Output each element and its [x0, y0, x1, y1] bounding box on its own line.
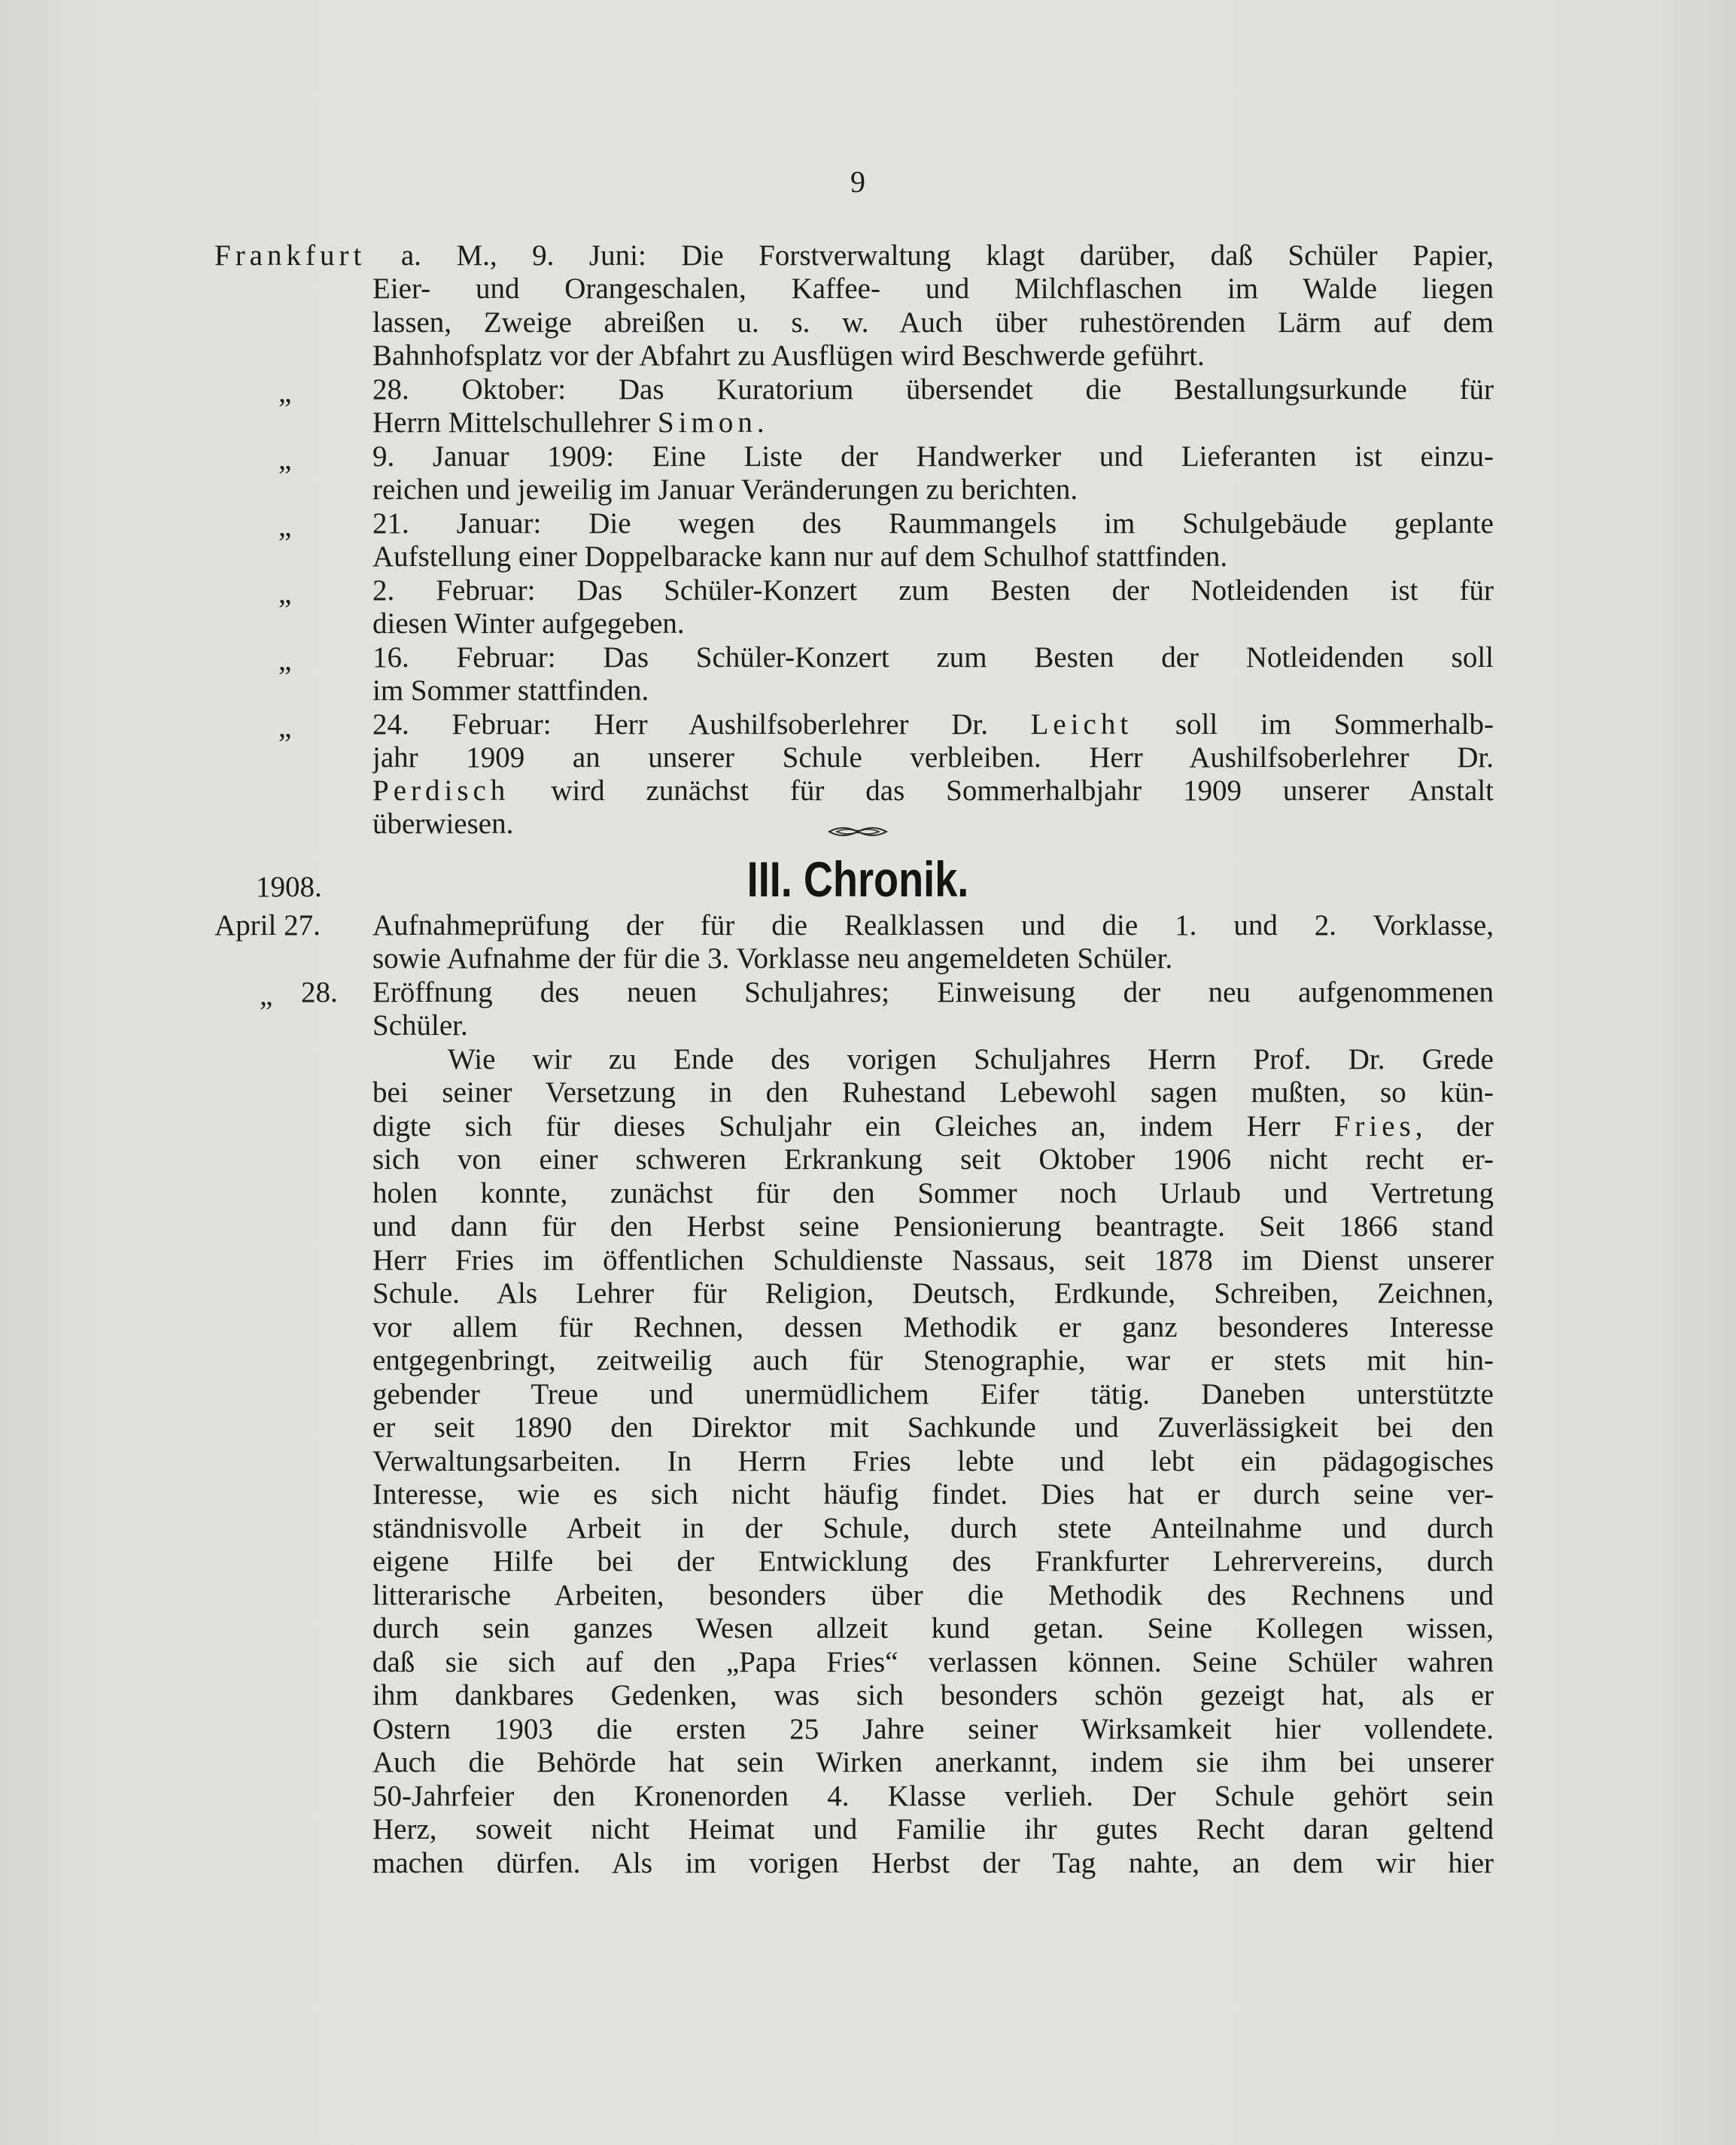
person-name: Simon: [658, 406, 757, 439]
person-name: Perdisch: [372, 774, 510, 807]
paragraph-line: Interesse, wie es sich nicht häufig findet. Dies hat er durch seine ver-: [372, 1478, 1494, 1511]
entry-5-line-2: diesen Winter aufgegeben.: [372, 607, 685, 640]
paragraph-line: digte sich für dieses Schuljahr ein Gleiches an, indem Herr Fries, der: [372, 1110, 1494, 1142]
entry-3-line-2: reichen und jeweilig im Januar Veränderungen zu berichten.: [372, 473, 1078, 506]
paragraph-line: und dann für den Herbst seine Pensionierung beantragte. Seit 1866 stand: [372, 1210, 1494, 1243]
paragraph-line: eigene Hilfe bei der Entwicklung des Frankfurter Lehrervereins, durch: [372, 1545, 1494, 1578]
place-name: Frankfurt: [214, 239, 366, 272]
paragraph-line: holen konnte, zunächst für den Sommer noch Urlaub und Vertretung: [372, 1177, 1494, 1209]
entry-2-line-1: 28. Oktober: Das Kuratorium übersendet die Bestallungsurkunde für: [372, 373, 1494, 406]
paragraph-line: 50-Jahrfeier den Kronenorden 4. Klasse verlieh. Der Schule gehört sein: [372, 1780, 1494, 1812]
chronicle-2-line-2: Schüler.: [372, 1009, 468, 1042]
chronicle-1-line-2: sowie Aufnahme der für die 3. Vorklasse neu angemeldeten Schüler.: [372, 942, 1173, 975]
paragraph-line: ständnisvolle Arbeit in der Schule, durch stete Anteilnahme und durch: [372, 1512, 1494, 1544]
paragraph-line: Herz, soweit nicht Heimat und Familie ihr gutes Recht daran geltend: [372, 1813, 1494, 1845]
ditto-mark: „: [278, 376, 292, 409]
entry-1-line-1: Frankfurt a. M., 9. Juni: Die Forstverwaltung klagt darüber, daß Schüler Papier,: [214, 239, 1494, 272]
entry-6-line-2: im Sommer stattfinden.: [372, 674, 649, 707]
paragraph-line: ihm dankbares Gedenken, was sich besonders schön gezeigt hat, als er: [372, 1679, 1494, 1711]
entry-3-line-1: 9. Januar 1909: Eine Liste der Handwerker und Lieferanten ist einzu-: [372, 440, 1494, 473]
entry-1-line-3: lassen, Zweige abreißen u. s. w. Auch über ruhestörenden Lärm auf dem: [372, 306, 1494, 339]
chronicle-1-line-1: Aufnahmeprüfung der für die Realklassen und die 1. und 2. Vorklasse,: [372, 909, 1494, 942]
ditto-mark: „: [260, 979, 273, 1012]
entry-4-line-1: 21. Januar: Die wegen des Raummangels im Schulgebäude geplante: [372, 507, 1494, 540]
paragraph-line: vor allem für Rechnen, dessen Methodik er ganz besonderes Interesse: [372, 1311, 1494, 1343]
ornament-divider-icon: [828, 823, 888, 841]
bleed-through-text: [226, 286, 233, 315]
year-label: 1908.: [256, 871, 322, 903]
entry-7-line-4: überwiesen.: [372, 808, 514, 840]
entry-7-line-2: jahr 1909 an unserer Schule verbleiben. Herr Aushilfsoberlehrer Dr.: [372, 741, 1494, 774]
entry-7-line-1: 24. Februar: Herr Aushilfsoberlehrer Dr. Leicht soll im Sommerhalb-: [372, 708, 1494, 741]
paragraph-line: er seit 1890 den Direktor mit Sachkunde und Zuverlässigkeit bei den: [372, 1411, 1494, 1444]
person-name: Fries: [1333, 1110, 1415, 1142]
paragraph-line: litterarische Arbeiten, besonders über die Methodik des Rechnens und: [372, 1579, 1494, 1611]
paragraph-line: Verwaltungsarbeiten. In Herrn Fries lebte und lebt ein pädagogisches: [372, 1445, 1494, 1477]
paragraph-line: Herr Fries im öffentlichen Schuldienste Nassaus, seit 1878 im Dienst unserer: [372, 1244, 1494, 1276]
ditto-mark: „: [278, 443, 292, 476]
ditto-mark: „: [278, 510, 292, 543]
paragraph-line: sich von einer schweren Erkrankung seit Oktober 1906 nicht recht er-: [372, 1143, 1494, 1176]
paragraph-line: entgegenbringt, zeitweilig auch für Stenographie, war er stets mit hin-: [372, 1344, 1494, 1377]
entry-1-line-2: Eier- und Orangeschalen, Kaffee- und Milchflaschen im Walde liegen: [372, 272, 1494, 305]
chronicle-date: April 27.: [214, 909, 321, 942]
entry-4-line-2: Aufstellung einer Doppelbaracke kann nur auf dem Schulhof stattfinden.: [372, 540, 1228, 573]
entry-6-line-1: 16. Februar: Das Schüler-Konzert zum Besten der Notleidenden soll: [372, 641, 1494, 674]
paragraph-line: Wie wir zu Ende des vorigen Schuljahres Herrn Prof. Dr. Grede: [448, 1043, 1494, 1076]
paragraph-line: machen dürfen. Als im vorigen Herbst der Tag nahte, an dem wir hier: [372, 1847, 1494, 1879]
paragraph-line: bei seiner Versetzung in den Ruhestand Lebewohl sagen mußten, so kün-: [372, 1076, 1494, 1109]
entry-1-line-4: Bahnhofsplatz vor der Abfahrt zu Ausflügen wird Beschwerde geführt.: [372, 339, 1205, 372]
entry-7-line-3: Perdisch wird zunächst für das Sommerhalbjahr 1909 unserer Anstalt: [372, 774, 1494, 807]
chronicle-2-line-1: Eröffnung des neuen Schuljahres; Einweisung der neu aufgenommenen: [372, 976, 1494, 1009]
paragraph-line: gebender Treue und unermüdlichem Eifer tätig. Daneben unterstützte: [372, 1378, 1494, 1410]
paragraph-line: durch sein ganzes Wesen allzeit kund getan. Seine Kollegen wissen,: [372, 1612, 1494, 1644]
paragraph-line: daß sie sich auf den „Papa Fries“ verlassen können. Seine Schüler wahren: [372, 1646, 1494, 1678]
ditto-mark: „: [278, 644, 292, 677]
entry-5-line-1: 2. Februar: Das Schüler-Konzert zum Besten der Notleidenden ist für: [372, 574, 1494, 607]
paragraph-line: Ostern 1903 die ersten 25 Jahre seiner Wirksamkeit hier vollendete.: [372, 1713, 1494, 1745]
chronicle-date: 28.: [301, 976, 338, 1009]
paragraph-line: Auch die Behörde hat sein Wirken anerkannt, indem sie ihm bei unserer: [372, 1746, 1494, 1778]
ditto-mark: „: [278, 577, 292, 610]
paragraph-line: Schule. Als Lehrer für Religion, Deutsch, Erdkunde, Schreiben, Zeichnen,: [372, 1277, 1494, 1310]
section-heading: III. Chronik.: [746, 851, 969, 907]
entry-2-line-2: Herrn Mittelschullehrer Simon.: [372, 406, 765, 439]
person-name: Leicht: [1030, 708, 1133, 741]
ditto-mark: „: [278, 711, 292, 744]
page-number: 9: [850, 165, 865, 199]
